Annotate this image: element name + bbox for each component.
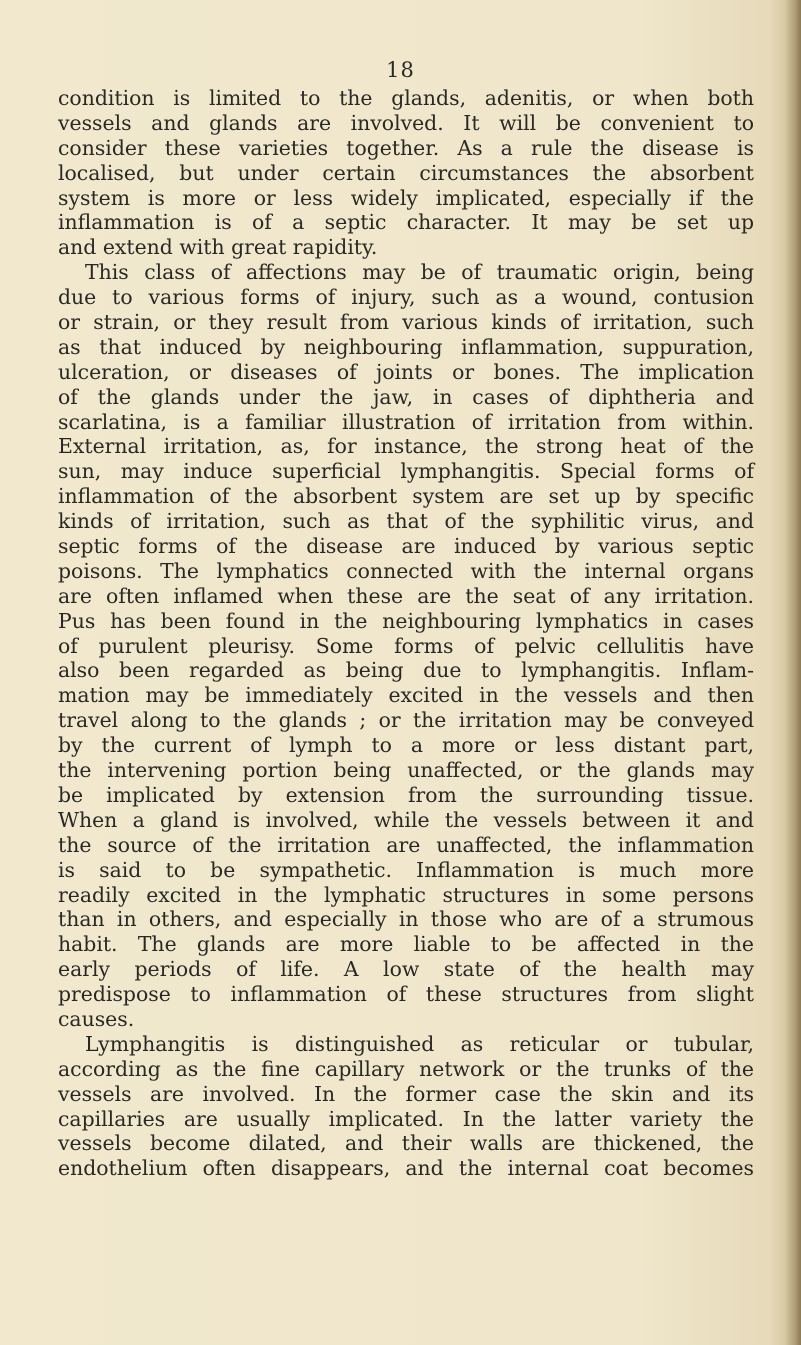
text-line: consider these varieties together. As a rule the disease is bbox=[58, 135, 754, 160]
text-line: inflammation is of a septic character. It may be set up bbox=[58, 210, 754, 235]
text-line: of purulent pleurisy. Some forms of pelvic cellulitis have bbox=[58, 633, 754, 658]
page-number: 18 bbox=[386, 58, 415, 82]
text-line: due to various forms of injury, such as a wound, contusion bbox=[58, 285, 754, 310]
text-line: according as the fine capillary network or the trunks of the bbox=[58, 1056, 754, 1081]
text-line: as that induced by neighbouring inflammation, suppuration, bbox=[58, 334, 754, 359]
text-line: kinds of irritation, such as that of the syphilitic virus, and bbox=[58, 509, 754, 534]
text-line: by the current of lymph to a more or less distant part, bbox=[58, 733, 754, 758]
text-line: Pus has been found in the neighbouring lymphatics in cases bbox=[58, 608, 754, 633]
text-line: causes. bbox=[58, 1006, 135, 1031]
text-line: poisons. The lymphatics connected with the internal organs bbox=[58, 558, 754, 583]
text-line: vessels become dilated, and their walls are thickened, the bbox=[58, 1131, 754, 1156]
text-line: External irritation, as, for instance, the strong heat of the bbox=[58, 434, 754, 459]
text-line: is said to be sympathetic. Inflammation is much more bbox=[58, 857, 754, 882]
text-line: predispose to inflammation of these structures from slight bbox=[58, 982, 754, 1007]
text-line: localised, but under certain circumstances the absorbent bbox=[58, 160, 754, 185]
text-line: system is more or less widely implicated, especially if the bbox=[58, 185, 754, 210]
paragraph bbox=[58, 260, 754, 1032]
text-line: septic forms of the disease are induced by various septic bbox=[58, 534, 754, 559]
paragraph bbox=[58, 86, 754, 260]
text-line: or strain, or they result from various kinds of irritation, such bbox=[58, 310, 754, 335]
text-line: capillaries are usually implicated. In the latter variety the bbox=[58, 1106, 754, 1131]
text-line: travel along to the glands ; or the irritation may be conveyed bbox=[58, 708, 754, 733]
text-line: vessels are involved. In the former case the skin and its bbox=[58, 1081, 754, 1106]
text-line: mation may be immediately excited in the vessels and then bbox=[58, 683, 754, 708]
text-line: early periods of life. A low state of the health may bbox=[58, 957, 754, 982]
text-line: sun, may induce superficial lymphangitis. Special forms of bbox=[58, 459, 754, 484]
text-line: When a gland is involved, while the vessels between it and bbox=[58, 807, 754, 832]
text-line: inflammation of the absorbent system are set up by specific bbox=[58, 484, 754, 509]
text-line: are often inflamed when these are the seat of any irritation. bbox=[58, 583, 754, 608]
text-line: endothelium often disappears, and the internal coat becomes bbox=[58, 1156, 754, 1181]
text-line: condition is limited to the glands, adenitis, or when both bbox=[58, 86, 754, 110]
paragraph bbox=[58, 1032, 754, 1181]
text-line: vessels and glands are involved. It will be convenient to bbox=[58, 110, 754, 135]
text-line: and extend with great rapidity. bbox=[58, 235, 378, 260]
text-line: the intervening portion being unaffected, or the glands may bbox=[58, 758, 754, 783]
text-line: also been regarded as being due to lymphangitis. Inflam- bbox=[58, 658, 754, 683]
text-line: habit. The glands are more liable to be affected in the bbox=[58, 932, 754, 957]
text-line: the source of the irritation are unaffected, the inflammation bbox=[58, 832, 754, 857]
text-line: This class of affections may be of traumatic origin, being bbox=[85, 260, 754, 285]
text-line: scarlatina, is a familiar illustration of irritation from within. bbox=[58, 409, 754, 434]
text-line: Lymphangitis is distinguished as reticular or tubular, bbox=[85, 1031, 754, 1056]
text-line: of the glands under the jaw, in cases of diphtheria and bbox=[58, 384, 754, 409]
text-line: readily excited in the lymphatic structures in some persons bbox=[58, 882, 754, 907]
page-edge-shadow bbox=[785, 0, 801, 1345]
text-line: ulceration, or diseases of joints or bones. The implication bbox=[58, 359, 754, 384]
text-line: be implicated by extension from the surrounding tissue. bbox=[58, 782, 754, 807]
body-text bbox=[58, 86, 754, 1181]
text-line: than in others, and especially in those who are of a strumous bbox=[58, 907, 754, 932]
